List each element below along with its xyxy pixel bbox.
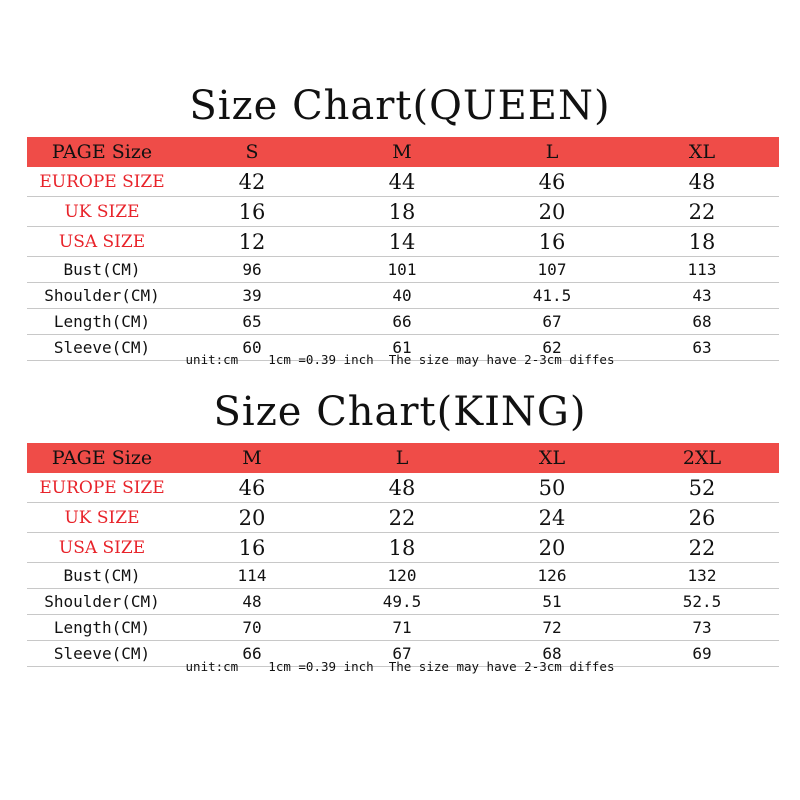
row-value: 20 [538,199,566,224]
table-row [27,257,779,282]
row-label: Sleeve(CM) [53,338,151,357]
row-value: 16 [238,535,266,560]
row-label: Bust(CM) [63,566,141,585]
row-value: 67 [392,644,412,663]
row-value: 14 [388,229,416,254]
header-size-3: 2XL [682,447,722,469]
row-value: 61 [392,338,412,357]
row-value: 22 [688,535,716,560]
row-value: 41.5 [532,286,572,305]
row-label: EUROPE SIZE [39,477,165,498]
row-value: 43 [692,286,712,305]
king-chart-title: Size Chart(KING) [213,389,587,435]
row-value: 18 [388,199,416,224]
row-value: 73 [692,618,712,637]
row-value: 18 [688,229,716,254]
row-value: 48 [688,169,716,194]
row-value: 48 [242,592,262,611]
row-value: 72 [542,618,562,637]
row-value: 60 [242,338,262,357]
row-value: 51 [542,592,562,611]
row-value: 66 [242,644,262,663]
row-label: Length(CM) [53,618,151,637]
king-size-table [27,443,779,667]
row-label: USA SIZE [58,537,146,558]
row-value: 126 [537,566,567,585]
row-value: 46 [238,475,266,500]
row-value: 12 [238,229,266,254]
row-value: 40 [392,286,412,305]
row-value: 63 [692,338,712,357]
row-value: 20 [538,535,566,560]
table-row [27,589,779,614]
table-row [27,197,779,226]
table-row [27,563,779,588]
row-value: 71 [392,618,412,637]
row-value: 52 [688,475,716,500]
row-value: 69 [692,644,712,663]
row-value: 22 [388,505,416,530]
king-unit-note: unit:cm 1cm =0.39 inch The size may have 2-3cm diffes [185,659,615,674]
row-value: 113 [687,260,717,279]
row-value: 20 [238,505,266,530]
row-label: Shoulder(CM) [44,286,160,305]
row-value: 65 [242,312,262,331]
row-value: 18 [388,535,416,560]
row-label: EUROPE SIZE [39,171,165,192]
row-label: UK SIZE [64,507,140,528]
queen-unit-note: unit:cm 1cm =0.39 inch The size may have 2-3cm diffes [185,352,615,367]
row-value: 46 [538,169,566,194]
row-label: Length(CM) [53,312,151,331]
row-value: 120 [387,566,417,585]
row-value: 42 [238,169,266,194]
row-value: 68 [542,644,562,663]
header-size-2: L [545,141,559,163]
row-value: 22 [688,199,716,224]
row-value: 101 [387,260,417,279]
table-row [27,615,779,640]
header-size-1: L [395,447,409,469]
row-value: 50 [538,475,566,500]
header-size-3: XL [688,141,716,163]
table-row [27,533,779,562]
row-label: USA SIZE [58,231,146,252]
table-row [27,503,779,532]
header-label: PAGE Size [51,447,153,469]
row-value: 26 [688,505,716,530]
header-size-2: XL [538,447,566,469]
row-label: Sleeve(CM) [53,644,151,663]
header-size-0: S [245,141,259,163]
table-row [27,283,779,308]
row-value: 68 [692,312,712,331]
row-value: 16 [538,229,566,254]
header-size-1: M [392,141,412,163]
row-value: 67 [542,312,562,331]
row-value: 114 [237,566,267,585]
king-header-row [27,443,779,473]
row-value: 70 [242,618,262,637]
row-value: 52.5 [682,592,722,611]
queen-header-row [27,137,779,167]
queen-size-table [27,137,779,361]
row-value: 16 [238,199,266,224]
row-value: 24 [538,505,566,530]
table-row [27,309,779,334]
table-row [27,227,779,256]
row-label: Bust(CM) [63,260,141,279]
row-value: 107 [537,260,567,279]
row-value: 48 [388,475,416,500]
row-value: 62 [542,338,562,357]
row-value: 49.5 [382,592,422,611]
header-size-0: M [242,447,262,469]
header-label: PAGE Size [51,141,153,163]
row-label: UK SIZE [64,201,140,222]
row-value: 132 [687,566,717,585]
row-value: 66 [392,312,412,331]
row-value: 96 [242,260,262,279]
row-label: Shoulder(CM) [44,592,160,611]
table-row [27,473,779,502]
queen-chart-title: Size Chart(QUEEN) [189,83,611,129]
table-row [27,167,779,196]
row-value: 39 [242,286,262,305]
row-value: 44 [388,169,416,194]
